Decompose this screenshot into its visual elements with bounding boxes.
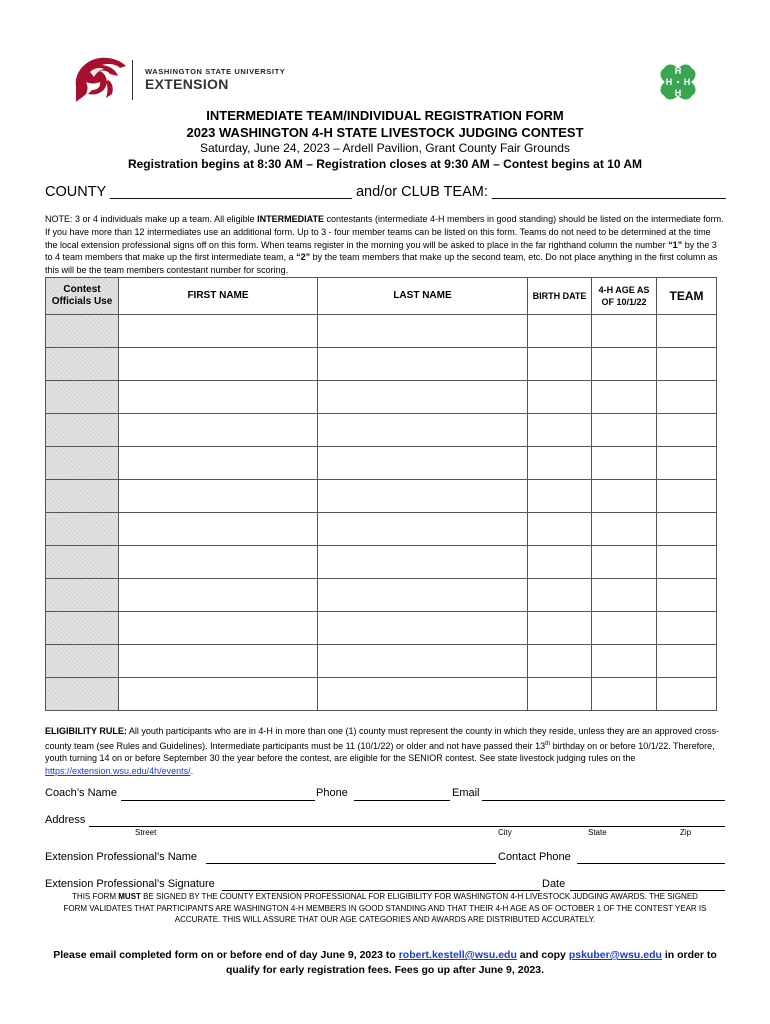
age-cell[interactable] bbox=[592, 414, 657, 447]
official-use-cell bbox=[46, 480, 119, 513]
contact-phone-label: Contact Phone bbox=[498, 851, 571, 863]
col-header-team: TEAM bbox=[657, 278, 717, 315]
last-name-cell[interactable] bbox=[318, 381, 528, 414]
svg-text:H: H bbox=[674, 88, 682, 98]
age-cell[interactable] bbox=[592, 579, 657, 612]
team-cell[interactable] bbox=[657, 381, 717, 414]
col-header-last-name: LAST NAME bbox=[318, 278, 528, 315]
email-field[interactable] bbox=[482, 800, 725, 801]
first-name-cell[interactable] bbox=[119, 645, 318, 678]
wsu-cougar-logo bbox=[70, 52, 130, 104]
birth-date-cell[interactable] bbox=[528, 315, 592, 348]
ext-professional-name-label: Extension Professional’s Name bbox=[45, 851, 198, 863]
email-label: Email bbox=[452, 787, 480, 799]
team-cell[interactable] bbox=[657, 447, 717, 480]
county-label: COUNTY bbox=[45, 184, 106, 200]
col-header-officials: Contest Officials Use bbox=[46, 278, 119, 315]
table-row bbox=[46, 645, 717, 678]
last-name-cell[interactable] bbox=[318, 645, 528, 678]
table-row bbox=[46, 546, 717, 579]
first-name-cell[interactable] bbox=[119, 546, 318, 579]
coach-name-label: Coach’s Name bbox=[45, 787, 117, 799]
coach-name-field[interactable] bbox=[121, 800, 315, 801]
svg-text:H: H bbox=[665, 77, 673, 87]
county-club-line bbox=[45, 184, 726, 200]
table-row bbox=[46, 678, 717, 711]
table-row bbox=[46, 447, 717, 480]
birth-date-cell[interactable] bbox=[528, 414, 592, 447]
age-cell[interactable] bbox=[592, 315, 657, 348]
age-cell[interactable] bbox=[592, 678, 657, 711]
first-name-cell[interactable] bbox=[119, 480, 318, 513]
first-name-cell[interactable] bbox=[119, 579, 318, 612]
last-name-cell[interactable] bbox=[318, 678, 528, 711]
team-cell[interactable] bbox=[657, 678, 717, 711]
col-header-4h-age: 4-H AGE AS OF 10/1/22 bbox=[592, 278, 657, 315]
event-date-location: Saturday, June 24, 2023 – Ardell Pavilion, Grant County Fair Grounds bbox=[200, 141, 570, 155]
first-name-cell[interactable] bbox=[119, 513, 318, 546]
team-cell[interactable] bbox=[657, 513, 717, 546]
university-name: WASHINGTON STATE UNIVERSITY bbox=[145, 67, 286, 76]
contact-phone-field[interactable] bbox=[577, 863, 725, 864]
county-field[interactable]: ______________________________ bbox=[110, 184, 352, 200]
team-cell[interactable] bbox=[657, 315, 717, 348]
age-cell[interactable] bbox=[592, 546, 657, 579]
zip-label: Zip bbox=[680, 828, 692, 837]
official-use-cell bbox=[46, 348, 119, 381]
official-use-cell bbox=[46, 546, 119, 579]
last-name-cell[interactable] bbox=[318, 612, 528, 645]
official-use-cell bbox=[46, 612, 119, 645]
last-name-cell[interactable] bbox=[318, 315, 528, 348]
state-label: State bbox=[588, 828, 607, 837]
team-cell[interactable] bbox=[657, 414, 717, 447]
last-name-cell[interactable] bbox=[318, 513, 528, 546]
team-cell[interactable] bbox=[657, 348, 717, 381]
ext-signature-label: Extension Professional’s Signature bbox=[45, 878, 215, 890]
last-name-cell[interactable] bbox=[318, 414, 528, 447]
official-use-cell bbox=[46, 315, 119, 348]
official-use-cell bbox=[46, 513, 119, 546]
registration-table bbox=[45, 277, 717, 711]
age-cell[interactable] bbox=[592, 447, 657, 480]
last-name-cell[interactable] bbox=[318, 546, 528, 579]
address-label: Address bbox=[45, 814, 86, 826]
last-name-cell[interactable] bbox=[318, 579, 528, 612]
team-cell[interactable] bbox=[657, 579, 717, 612]
form-title: INTERMEDIATE TEAM/INDIVIDUAL REGISTRATION FORM bbox=[206, 108, 564, 123]
birth-date-cell[interactable] bbox=[528, 381, 592, 414]
team-cell[interactable] bbox=[657, 645, 717, 678]
club-team-field[interactable]: _____________________________ bbox=[491, 184, 726, 200]
contest-title: 2023 WASHINGTON 4-H STATE LIVESTOCK JUDGING CONTEST bbox=[186, 125, 584, 140]
birth-date-cell[interactable] bbox=[528, 546, 592, 579]
first-name-cell[interactable] bbox=[119, 315, 318, 348]
first-name-cell[interactable] bbox=[119, 447, 318, 480]
official-use-cell bbox=[46, 579, 119, 612]
birth-date-cell[interactable] bbox=[528, 480, 592, 513]
first-name-cell[interactable] bbox=[119, 612, 318, 645]
club-team-label: and/or CLUB TEAM: bbox=[355, 184, 488, 200]
address-field[interactable] bbox=[89, 826, 725, 827]
table-row bbox=[46, 414, 717, 447]
city-label: City bbox=[498, 828, 512, 837]
table-row bbox=[46, 480, 717, 513]
email-submission-note: Please email completed form on or before end of day June 9, 2023 to robert.kestell@wsu.edu and copy pskuber@wsu.edu in order to qualify for early registration fees. Fees go up after June 9, 2023. bbox=[53, 949, 717, 976]
birth-date-cell[interactable] bbox=[528, 348, 592, 381]
registration-times: Registration begins at 8:30 AM – Registration closes at 9:30 AM – Contest begins at 10 AM bbox=[127, 157, 643, 171]
official-use-cell bbox=[46, 447, 119, 480]
table-row bbox=[46, 612, 717, 645]
phone-field[interactable] bbox=[354, 800, 450, 801]
events-link[interactable]: https://extension.wsu.edu/4h/events/ bbox=[45, 765, 191, 776]
extension-name: EXTENSION bbox=[145, 76, 229, 92]
age-cell[interactable] bbox=[592, 645, 657, 678]
birth-date-cell[interactable] bbox=[528, 513, 592, 546]
age-cell[interactable] bbox=[592, 348, 657, 381]
last-name-cell[interactable] bbox=[318, 447, 528, 480]
phone-label: Phone bbox=[316, 787, 348, 799]
official-use-cell bbox=[46, 645, 119, 678]
logo-divider bbox=[132, 60, 133, 100]
last-name-cell[interactable] bbox=[318, 480, 528, 513]
svg-text:H: H bbox=[683, 77, 691, 87]
col-header-birth-date: BIRTH DATE bbox=[528, 278, 592, 315]
eligibility-rule: ELIGIBILITY RULE: All youth participants who are in 4-H in more than one (1) county must represent the county in which they reside, unless they are an approved cross-county team (see Rules and Guidelines). Intermediate participants must be 11 (10/1/22) or older and not have passed their 13th birthday on or before 10/1/22. Therefore, youth turning 14 on or before September 30 the year before the contest, are eligible for the SENIOR contest. See state livestock judging rules on the https://extension.wsu.edu/4h/events/. bbox=[45, 726, 720, 776]
email-link-kestell[interactable]: robert.kestell@wsu.edu bbox=[398, 949, 517, 961]
team-cell[interactable] bbox=[657, 546, 717, 579]
age-cell[interactable] bbox=[592, 513, 657, 546]
ext-professional-name-field[interactable] bbox=[206, 863, 496, 864]
col-header-first-name: FIRST NAME bbox=[119, 278, 318, 315]
last-name-cell[interactable] bbox=[318, 348, 528, 381]
first-name-cell[interactable] bbox=[119, 348, 318, 381]
team-cell[interactable] bbox=[657, 612, 717, 645]
signature-requirement-note: THIS FORM MUST BE SIGNED BY THE COUNTY EXTENSION PROFESSIONAL FOR ELIGIBILITY FOR WASHINGTON 4-H LIVESTOCK JUDGING AWARDS. THE SIGNED FORM VALIDATES THAT PARTICIPANTS ARE WASHINGTON 4-H MEMBERS IN GOOD STANDING AND THAT THEIR 4-H AGE AS OF OCTOBER 1 OF THE CONTEST YEAR IS ACCURATE. THIS WILL ASSURE THAT OUR AGE CATEGORIES AND AWARDS ARE DISTRIBUTED ACCURATELY. bbox=[63, 892, 707, 925]
first-name-cell[interactable] bbox=[119, 678, 318, 711]
official-use-cell bbox=[46, 381, 119, 414]
birth-date-cell[interactable] bbox=[528, 447, 592, 480]
first-name-cell[interactable] bbox=[119, 381, 318, 414]
street-label: Street bbox=[135, 828, 157, 837]
email-link-pskuber[interactable]: pskuber@wsu.edu bbox=[568, 949, 662, 961]
four-h-clover-logo bbox=[654, 58, 702, 106]
birth-date-cell[interactable] bbox=[528, 678, 592, 711]
table-row bbox=[46, 513, 717, 546]
table-row bbox=[46, 315, 717, 348]
date-label: Date bbox=[542, 878, 566, 890]
team-cell[interactable] bbox=[657, 480, 717, 513]
age-cell[interactable] bbox=[592, 612, 657, 645]
official-use-cell bbox=[46, 678, 119, 711]
table-row bbox=[46, 579, 717, 612]
table-row bbox=[46, 381, 717, 414]
age-cell[interactable] bbox=[592, 480, 657, 513]
age-cell[interactable] bbox=[592, 381, 657, 414]
birth-date-cell[interactable] bbox=[528, 612, 592, 645]
birth-date-cell[interactable] bbox=[528, 645, 592, 678]
table-row bbox=[46, 348, 717, 381]
svg-text:H: H bbox=[674, 66, 682, 76]
team-note: NOTE: 3 or 4 individuals make up a team. All eligible INTERMEDIATE contestants (intermediate 4-H members in good standing) should be listed on the intermediate form. If you have more than 12 intermediates use an additional form. Up to 3 - four member teams can be listed on this form. Teams do not need to be determined at the time the local extension professional signs off on this form. When teams register in the morning you will be asked to place in the far righthand column the number “1” by the 3 to 4 team members that make up the first intermediate team, a “2” by the team members that make up the second team, etc. Do not place anything in the first column as this will be the team members contestant number for scoring. bbox=[45, 214, 724, 276]
first-name-cell[interactable] bbox=[119, 414, 318, 447]
official-use-cell bbox=[46, 414, 119, 447]
birth-date-cell[interactable] bbox=[528, 579, 592, 612]
